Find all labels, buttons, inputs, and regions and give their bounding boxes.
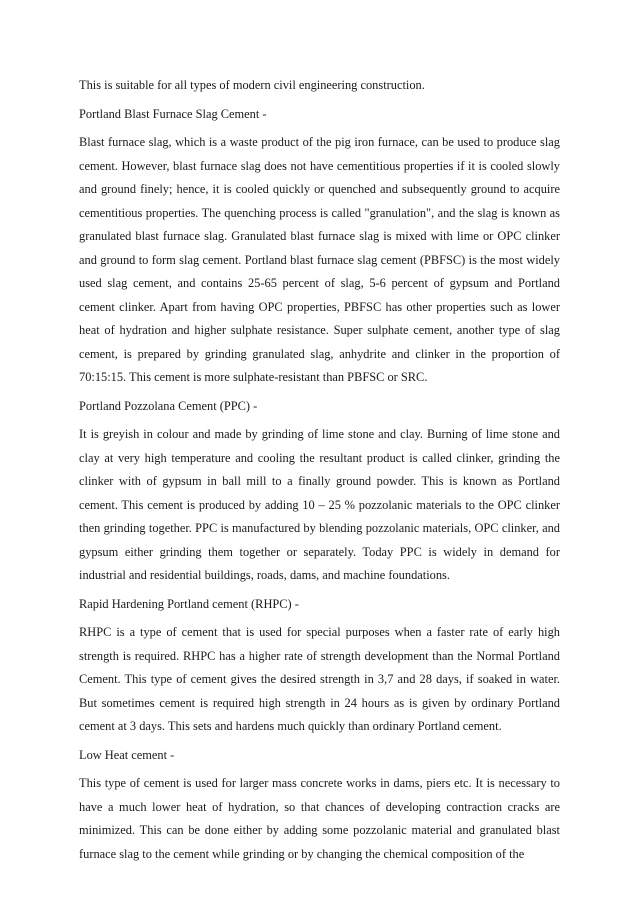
- section-body-pbfsc: Blast furnace slag, which is a waste product of the pig iron furnace, can be used to produce slag cement. However, blast furnace slag does not have cementitious properties if it is cooled slowly and ground finely; hence, it is cooled quickly or quenched and subsequently ground to acquire cementitious properties. The quenching process is called "granulation", and the slag is known as granulated blast furnace slag. Granulated blast furnace slag is mixed with lime or OPC clinker and ground to form slag cement. Portland blast furnace slag cement (PBFSC) is the most widely used slag cement, and contains 25-65 percent of slag, 5-6 percent of gypsum and Portland cement clinker. Apart from having OPC properties, PBFSC has other properties such as lower heat of hydration and higher sulphate resistance. Super sulphate cement, another type of slag cement, is prepared by grinding granulated slag, anhydrite and clinker in the proportion of 70:15:15. This cement is more sulphate-resistant than PBFSC or SRC.: [79, 135, 560, 384]
- section-heading-ppc: Portland Pozzolana Cement (PPC) -: [79, 398, 258, 413]
- intro-paragraph: This is suitable for all types of modern civil engineering construction.: [79, 78, 425, 92]
- section-heading-low-heat: Low Heat cement -: [79, 747, 175, 762]
- section-body-ppc: It is greyish in colour and made by grinding of lime stone and clay. Burning of lime stone and clay at very high temperature and cooling the resultant product is called clinker, grinding the clinker with of gypsum in ball mill to a finally ground powder. This is known as Portland cement. This cement is produced by adding 10 – 25 % pozzolanic materials to the OPC clinker then grinding together. PPC is manufactured by blending pozzolanic materials, OPC clinker, and gypsum either grinding them together or separately. Today PPC is widely in demand for industrial and residential buildings, roads, dams, and machine foundations.: [79, 427, 560, 582]
- document-page: [79, 74, 560, 871]
- section-body-low-heat: This type of cement is used for larger mass concrete works in dams, piers etc. It is necessary to have a much lower heat of hydration, so that chances of developing contraction cracks are minimized. This can be done either by adding some pozzolanic material and granulated blast furnace slag to the cement while grinding or by changing the chemical composition of the: [79, 776, 560, 861]
- section-body-rhpc: RHPC is a type of cement that is used for special purposes when a faster rate of early high strength is required. RHPC has a higher rate of strength development than the Normal Portland Cement. This type of cement gives the desired strength in 3,7 and 28 days, if soaked in water. But sometimes cement is required high strength in 24 hours as is given by ordinary Portland cement at 3 days. This sets and hardens much quickly than ordinary Portland cement.: [79, 625, 560, 733]
- section-heading-rhpc: Rapid Hardening Portland cement (RHPC) -: [79, 596, 299, 611]
- section-heading-pbfsc: Portland Blast Furnace Slag Cement -: [79, 106, 267, 121]
